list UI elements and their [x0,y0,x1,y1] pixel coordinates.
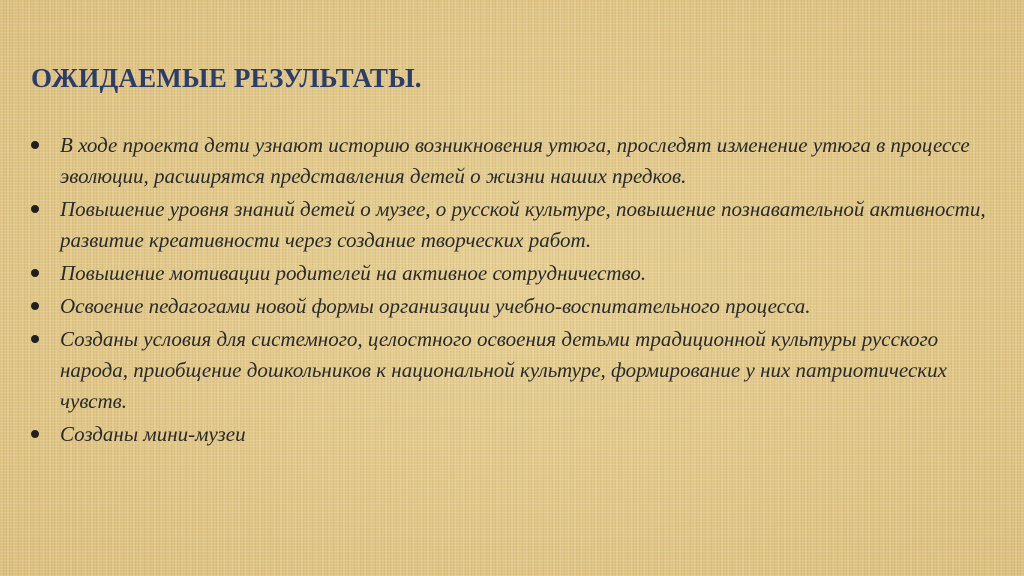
list-item [30,324,990,417]
bullet-icon [31,302,39,310]
results-list [30,130,990,452]
bullet-icon [31,430,39,438]
list-item-text: Повышение мотивации родителей на активное сотрудничество. [60,261,647,285]
list-item-text: Созданы мини-музеи [60,422,246,446]
list-item [30,419,990,450]
list-item [30,258,990,289]
bullet-icon [31,269,39,277]
list-item-text: Повышение уровня знаний детей о музее, о русской культуре, повышение познавательной активности, развитие креативности через создание творческих работ. [60,197,986,252]
list-item [30,194,990,256]
list-item [30,291,990,322]
slide-title: ОЖИДАЕМЫЕ РЕЗУЛЬТАТЫ. [31,63,422,93]
bullet-icon [31,205,39,213]
bullet-icon [31,335,39,343]
list-item-text: Освоение педагогами новой формы организации учебно-воспитательного процесса. [60,294,811,318]
list-item [30,130,990,192]
bullet-icon [31,141,39,149]
list-item-text: Созданы условия для системного, целостного освоения детьми традиционной культуры русского народа, приобщение дошкольников к национальной культуре, формирование у них патриотических чувств. [60,327,947,413]
list-item-text: В ходе проекта дети узнают историю возникновения утюга, проследят изменение утюга в процессе эволюции, расширятся представления детей о жизни наших предков. [60,133,970,188]
